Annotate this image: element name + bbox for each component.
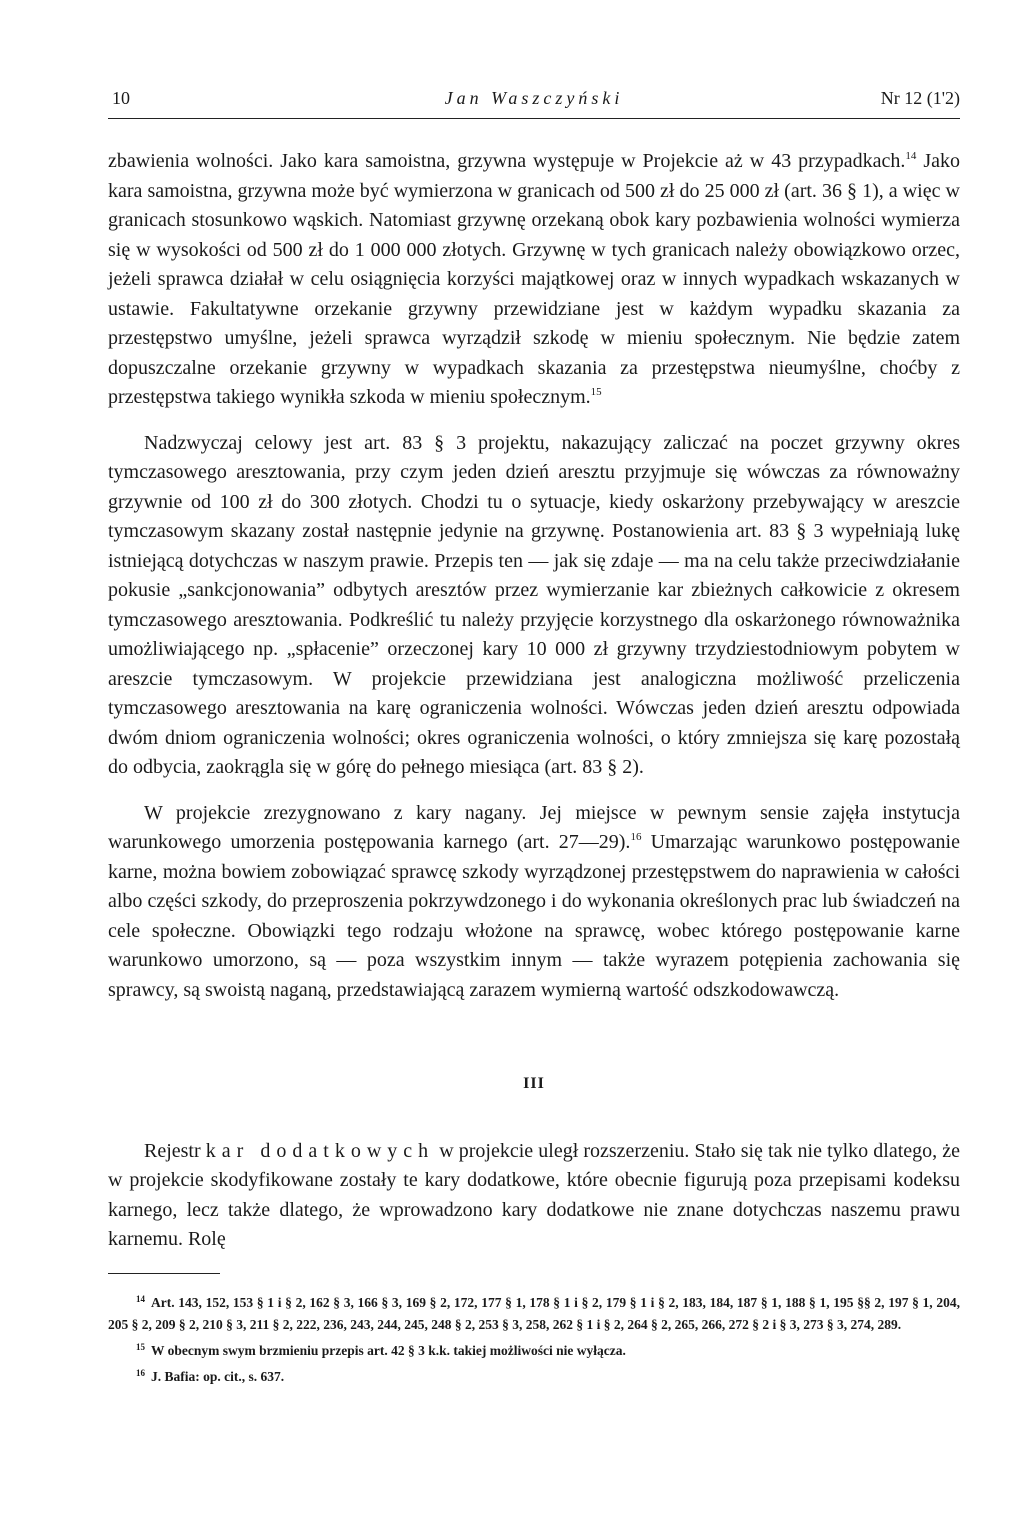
footnote <box>108 1288 960 1336</box>
footnote-ref-16: 16 <box>630 831 642 843</box>
issue-number: Nr 12 (1'2) <box>880 88 960 108</box>
paragraph-3-text-b: Umarzając warunkowo postępowanie karne, można bowiem zobowiązać sprawcę szkody wyrządzonej przestępstwem do naprawienia w całości albo części szkody, do przeproszenia pokrzywdzonego i do wykonania określonych prac lub świadczeń na cele społeczne. Obowiązki tego rodzaju włożone na sprawcę, wobec którego postępowanie karne warunkowo umorzono, są — poza wszystkim innym — także wyrazem potępienia zachowania się sprawcy, są swoistą naganą, przedstawiającą zarazem wymierną wartość odszkodowawczą. <box>108 831 960 1001</box>
footnotes <box>108 1288 960 1388</box>
footnote-ref-15: 15 <box>590 386 602 398</box>
paragraph-4-text-a: Rejestr <box>144 1139 206 1162</box>
running-header <box>108 88 960 116</box>
footnote-text: Art. 143, 152, 153 § 1 i § 2, 162 § 3, 166 § 3, 169 § 2, 172, 177 § 1, 178 § 1 i § 2, 179 § 1 i § 2, 183, 184, 187 § 1, 188 § 1, 195 §§ 2, 197 § 1, 204, 205 § 2, 209 § 2, 210 § 3, 211 § 2, 222, 236, 243, 244, 245, 248 § 2, 253 § 3, 258, 262 § 1 i § 2, 264 § 2, 265, 266, 272 § 2 i § 3, 273 § 3, 274, 289. <box>108 1294 960 1332</box>
document-page <box>108 88 960 1388</box>
paragraph-1 <box>108 147 960 413</box>
footnote-number: 16 <box>136 1367 145 1378</box>
paragraph-4 <box>108 1137 960 1255</box>
paragraph-3-text-a: W projekcie zrezygnowano z kary nagany. Jej miejsce w pewnym sensie zajęła instytucja warunkowego umorzenia postępowania karnego (art. 27—29). <box>108 801 960 853</box>
header-rule <box>108 118 960 119</box>
footnote <box>108 1362 960 1388</box>
section-heading: III <box>523 1075 545 1092</box>
footnote-text: J. Bafia: op. cit., s. 637. <box>151 1368 285 1384</box>
footnote <box>108 1336 960 1362</box>
running-author: Jan Waszczyński <box>444 88 624 108</box>
paragraph-1-text-a: zbawienia wolności. Jako kara samoistna, grzywna występuje w Projekcie aż w 43 przypadkach. <box>108 150 906 172</box>
footnote-number: 15 <box>136 1341 145 1352</box>
paragraph-2: Nadzwyczaj celowy jest art. 83 § 3 projektu, nakazujący zaliczać na poczet grzywny okres tymczasowego aresztowania, przy czym jeden dzień aresztu przyjmuje się wówczas za równoważny grzywnie od 100 zł do 300 złotych. Chodzi tu o sytuacje, kiedy oskarżony przebywający w areszcie tymczasowym skazany został następnie jedynie na grzywnę. Postanowienia art. 83 § 3 wypełniają lukę istniejącą dotychczas w naszym prawie. Przepis ten — jak się zdaje — ma na celu także przeciwdziałanie pokusie „sankcjonowania” odbytych aresztów przez wymierzanie kar zbieżnych całkowicie z okresem tymczasowego aresztowania. Podkreślić tu należy przyjęcie korzystnego dla oskarżonego równoważnika umożliwiającego np. „spłacenie” orzeczonej kary 10 000 zł grzywny trzydziestodniowym pobytem w areszcie tymczasowym. W projekcie przewidziana jest analogiczna możliwość przeliczenia tymczasowego aresztowania na karę ograniczenia wolności. Wówczas jeden dzień aresztu odpowiada dwóm dniom ograniczenia wolności; okres ograniczenia wolności, o który zmniejsza się karę pozostałą do odbycia, zaokrągla się w górę do pełnego miesiąca (art. 83 § 2). <box>108 431 960 778</box>
footnote-rule <box>108 1273 220 1274</box>
paragraph-4-spaced-term: kar dodatkowych <box>205 1139 435 1162</box>
paragraph-3 <box>108 799 960 1006</box>
footnote-text: W obecnym swym brzmieniu przepis art. 42 § 3 k.k. takiej możliwości nie wyłącza. <box>151 1342 626 1358</box>
footnote-ref-14: 14 <box>905 150 917 162</box>
footnote-number: 14 <box>136 1293 145 1304</box>
page-number: 10 <box>112 88 130 108</box>
paragraph-4-text-b: w projekcie uległ rozszerzeniu. Stało się tak nie tylko dlatego, że w projekcie skodyfikowane zostały te kary dodatkowe, które obecnie figurują poza przepisami kodeksu karnego, lecz także dlatego, że wprowadzono kary dodatkowe nie znane dotychczas naszemu prawu karnemu. Rolę <box>108 1139 960 1250</box>
body-text <box>108 147 960 1255</box>
paragraph-1-text-b: Jako kara samoistna, grzywna może być wymierzona w granicach od 500 zł do 25 000 zł (art. 36 § 1), a więc w granicach stosunkowo wąskich. Natomiast grzywnę orzekaną obok kary pozbawienia wolności wymierza się w wysokości od 500 zł do 1 000 000 złotych. Grzywnę w tych granicach należy obowiązkowo orzec, jeżeli sprawca działał w celu osiągnięcia korzyści majątkowej oraz w innych wypadkach wskazanych w ustawie. Fakultatywne orzekanie grzywny przewidziane jest w każdym wypadku skazania za przestępstwo umyślne, jeżeli sprawca wyrządził szkodę w mieniu społecznym. Nie będzie zatem dopuszczalne orzekanie grzywny w wypadkach skazania za przestępstwa nieumyślne, choćby z przestępstwa takiego wynikła szkoda w mieniu społecznym. <box>108 150 960 408</box>
